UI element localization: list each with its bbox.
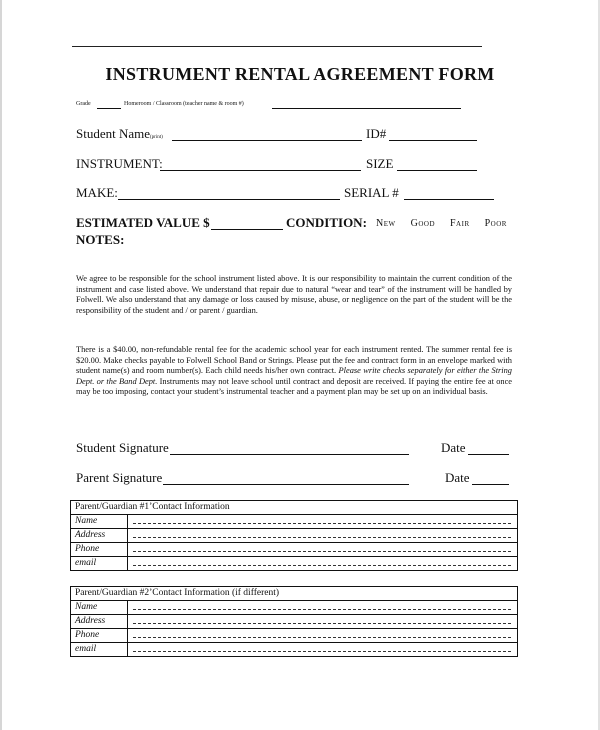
contact-2-address-label: Address xyxy=(75,616,106,626)
contact-2-address-row[interactable] xyxy=(71,615,517,629)
parent-signature-label: Parent Signature xyxy=(76,470,163,485)
form-title: INSTRUMENT RENTAL AGREEMENT FORM xyxy=(105,64,495,84)
homeroom-label: Homeroom / Classroom (teacher name & room #) xyxy=(124,101,244,107)
responsibility-paragraph: We agree to be responsible for the school instrument listed above. It is our responsibility to maintain the current condition of the instrument and case listed above. We understand that repair due to natural “wear and tear” of the instrument will be handled by Folwell. We also understand that any damage or loss caused by misuse, abuse, or negligence on the part of the student will be the responsibility of the student and / or parent / guardian. xyxy=(76,274,512,315)
size-line[interactable] xyxy=(397,170,477,171)
contact-2-phone-row[interactable] xyxy=(71,629,517,643)
student-name-line[interactable] xyxy=(172,140,362,141)
size-label: SIZE xyxy=(366,156,394,171)
contact-2-email-row[interactable] xyxy=(71,643,517,656)
make-label: MAKE: xyxy=(76,185,118,200)
contact-1-email-row[interactable] xyxy=(71,557,517,570)
contact-1-phone-row[interactable] xyxy=(71,543,517,557)
serial-label: SERIAL # xyxy=(344,185,399,200)
contact-1-name-row[interactable] xyxy=(71,515,517,529)
contact-box-1 xyxy=(70,500,518,571)
estimated-value-label: ESTIMATED VALUE $ xyxy=(76,215,210,230)
parent-date-label: Date xyxy=(445,470,470,485)
condition-options xyxy=(376,218,507,229)
fee-paragraph-italic: Please write checks separately for either the String Dept. or the Band Dept. xyxy=(76,366,512,386)
top-rule xyxy=(72,46,482,47)
contact-box-2 xyxy=(70,586,518,657)
student-signature-line[interactable] xyxy=(170,454,409,455)
contact-1-address-row[interactable] xyxy=(71,529,517,543)
contact-box-1-heading: Parent/Guardian #1’Contact Information xyxy=(71,501,517,515)
parent-date-line[interactable] xyxy=(472,484,509,485)
page-edge-left xyxy=(0,0,2,730)
grade-line[interactable] xyxy=(97,108,121,109)
condition-new[interactable]: New xyxy=(376,218,396,229)
contact-2-name-row[interactable] xyxy=(71,601,517,615)
homeroom-line[interactable] xyxy=(272,108,461,109)
make-line[interactable] xyxy=(118,199,340,200)
parent-signature-line[interactable] xyxy=(163,484,409,485)
condition-label: CONDITION: xyxy=(286,215,367,230)
contact-2-phone-label: Phone xyxy=(75,630,100,640)
contact-2-email-label: email xyxy=(75,644,97,654)
student-name-hint: (print) xyxy=(150,135,163,140)
serial-line[interactable] xyxy=(404,199,494,200)
contact-1-email-label: email xyxy=(75,558,97,568)
instrument-line[interactable] xyxy=(160,170,361,171)
instrument-label: INSTRUMENT: xyxy=(76,156,163,171)
condition-fair[interactable]: Fair xyxy=(450,218,470,229)
student-date-label: Date xyxy=(441,440,466,455)
contact-box-2-heading: Parent/Guardian #2’Contact Information (if different) xyxy=(71,587,517,601)
contact-1-address-label: Address xyxy=(75,530,106,540)
fee-paragraph: There is a $40.00, non-refundable rental fee for the academic school year for each instrument rented. The summer rental fee is $20.00. Make checks payable to Folwell School Band or Strings. Please put the fee and contract form in an envelope marked with student name(s) and room number(s). Each child needs his/her own contract. Please write checks separately for either the String Dept. or the Band Dept. Instruments may not leave school until contract and deposit are received. If paying the entire fee at once may be too imposing, contact your student’s instrumental teacher and a payment plan may be set up on an individual basis. xyxy=(76,345,513,397)
grade-label: Grade xyxy=(76,101,91,107)
contact-1-name-label: Name xyxy=(75,516,98,526)
notes-label: NOTES: xyxy=(76,232,125,247)
id-line[interactable] xyxy=(389,140,477,141)
student-signature-label: Student Signature xyxy=(76,440,169,455)
condition-good[interactable]: Good xyxy=(410,218,435,229)
estimated-value-line[interactable] xyxy=(211,229,283,230)
student-name-label: Student Name(print) xyxy=(76,126,163,141)
contact-1-phone-label: Phone xyxy=(75,544,100,554)
contact-2-name-label: Name xyxy=(75,602,98,612)
id-label: ID# xyxy=(366,126,387,141)
student-date-line[interactable] xyxy=(468,454,509,455)
condition-poor[interactable]: Poor xyxy=(484,218,507,229)
